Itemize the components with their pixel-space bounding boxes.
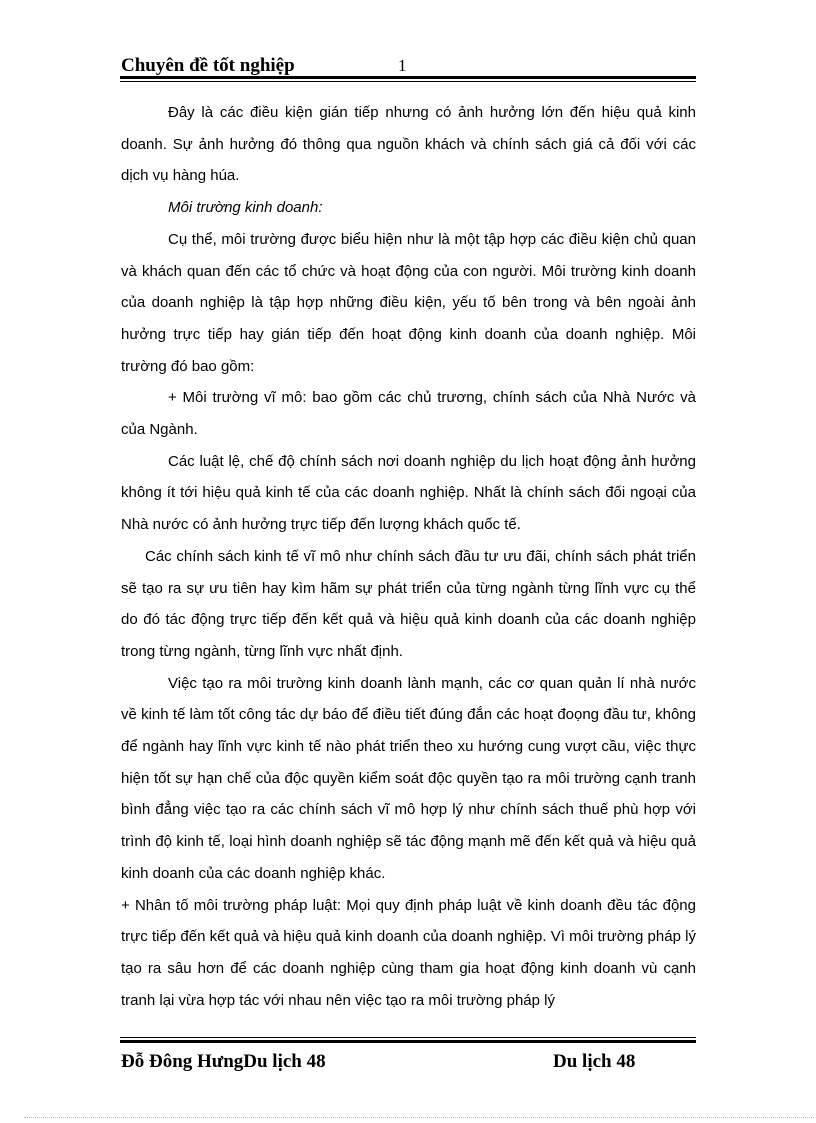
page-bottom-edge xyxy=(24,1117,814,1118)
footer-rule-thin xyxy=(120,1037,696,1038)
paragraph-environment-definition: Cụ thể, môi trường được biểu hiện như là một tập hợp các điều kiện chủ quan và khách quan đến các tổ chức và hoạt động của con người. Môi trường kinh doanh của doanh nghiệp là tập hợp những điều kiện, yếu tố bên trong và bên ngoài ảnh hưởng trực tiếp hay gián tiếp đến hoạt động kinh doanh của doanh nghiệp. Môi trường đó bao gồm: xyxy=(121,230,696,375)
paragraph-macro-policies: Các chính sách kinh tế vĩ mô như chính sách đầu tư ưu đãi, chính sách phát triển sẽ tạo ra sự ưu tiên hay kìm hãm sự phát triển của từng ngành từng lĩnh vực cụ thể do đó tác động trực tiếp đến kết quả và hiệu quả kinh doanh của các doanh nghiệp trong từng ngành, từng lĩnh vực nhất định. xyxy=(121,547,696,660)
paragraph-legal-environment: + Nhân tố môi trường pháp luật: Mọi quy định pháp luật về kinh doanh đều tác động trực tiếp đến kết quả và hiệu quả kinh doanh của doanh nghiệp. Vì môi trường pháp lý tạo ra sâu hơn để các doanh nghiệp cùng tham gia hoạt động kinh doanh vù cạnh tranh lại vừa hợp tác với nhau nên việc tạo ra môi trường pháp lý xyxy=(121,896,696,1009)
paragraph-macro-environment: + Môi trường vĩ mô: bao gồm các chủ trương, chính sách của Nhà Nước và của Ngành. xyxy=(121,389,696,439)
paragraph-conditions: Đây là các điều kiện gián tiếp nhưng có ảnh hưởng lớn đến hiệu quả kinh doanh. Sự ảnh hưởng đó thông qua nguồn khách và chính sách giá cả đối với các dịch vụ hàng húa. xyxy=(121,104,696,185)
paragraph-healthy-environment: Việc tạo ra môi trường kinh doanh lành mạnh, các cơ quan quản lí nhà nước về kinh tế làm tốt công tác dự báo để điều tiết đúng đắn các hoạt đoọng đầu tư, không để ngành hay lĩnh vực kinh tế nào phát triển theo xu hướng cung vượt cầu, việc thực hiện tốt sự hạn chế của độc quyền kiểm soát độc quyền tạo ra môi trường cạnh tranh bình đẳng việc tạo ra các chính sách vĩ mô hợp lý như chính sách thuế phù hợp với trình độ kinh tế, loại hình doanh nghiệp sẽ tác động mạnh mẽ đến kết quả và hiệu quả kinh doanh của các doanh nghiệp khác. xyxy=(121,674,696,882)
footer-rule-thick xyxy=(120,1040,696,1043)
page-header xyxy=(121,55,695,77)
footer-class: Du lịch 48 xyxy=(553,1051,636,1072)
paragraph-laws-policies: Các luật lệ, chế độ chính sách nơi doanh nghiệp du lịch hoạt động ảnh hưởng không ít tới hiệu quả kinh tế của các doanh nghiệp. Nhất là chính sách đối ngoại của Nhà nước có ảnh hưởng trực tiếp đến lượng khách quốc tế. xyxy=(121,452,696,534)
page-number: 1 xyxy=(398,56,407,75)
section-heading-business-environment: Môi trường kinh doanh: xyxy=(168,199,323,217)
footer-author: Đỗ Đông HưngDu lịch 48 xyxy=(121,1051,326,1072)
header-title: Chuyên đề tốt nghiệp xyxy=(121,55,295,76)
header-rule-thick xyxy=(120,76,696,79)
body-text xyxy=(121,97,696,1016)
header-rule-thin xyxy=(120,81,696,82)
